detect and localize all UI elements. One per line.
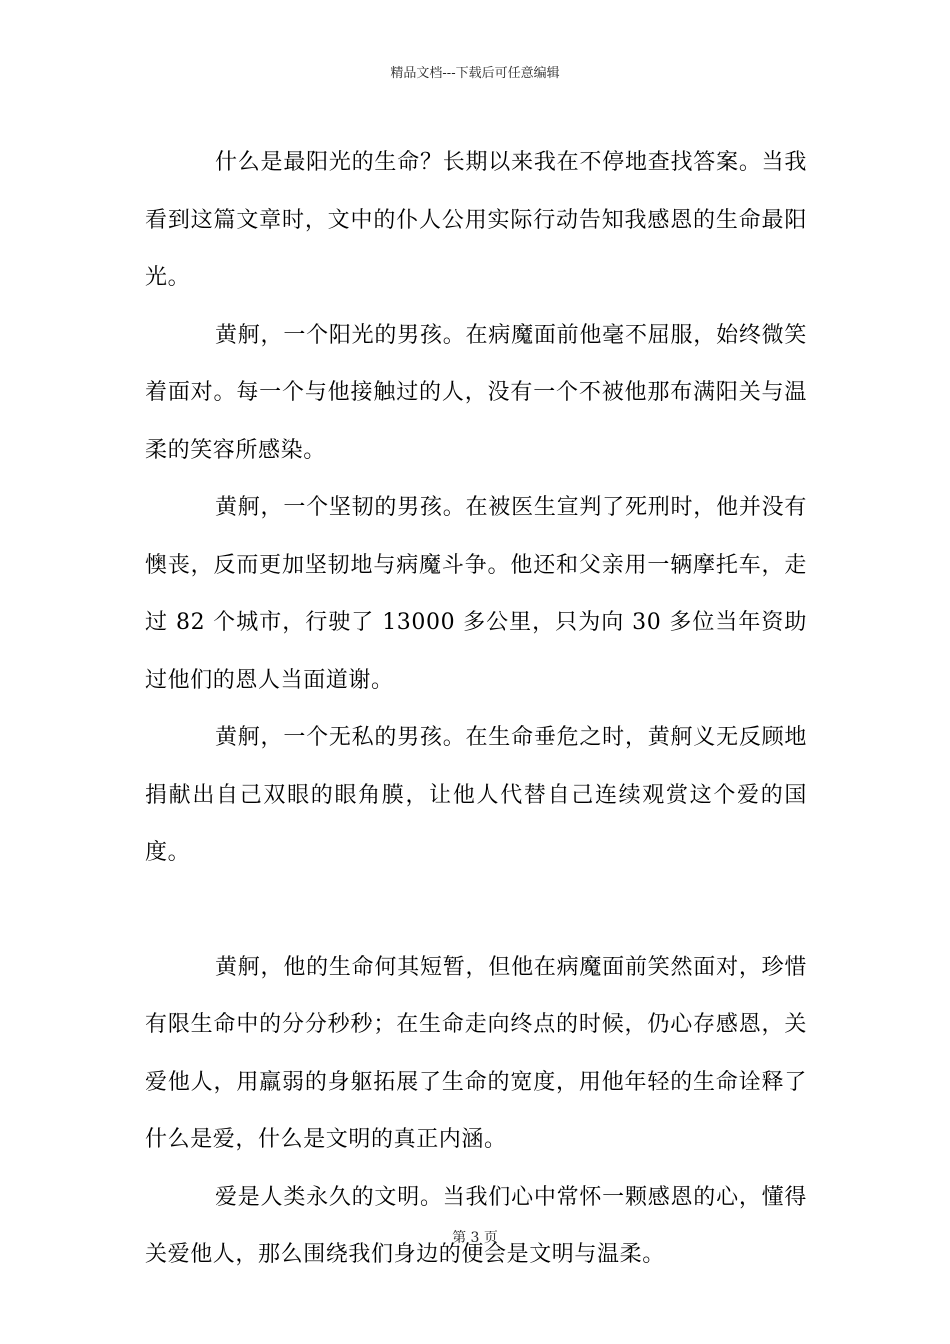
page-header: 精品文档---下载后可任意编辑 — [390, 66, 560, 81]
document-body — [145, 134, 807, 1284]
page-number: 第 3 页 — [452, 1230, 498, 1246]
paragraph: 黄舸，一个阳光的男孩。在病魔面前他毫不屈服，始终微笑着面对。每一个与他接触过的人，没有一个不被他那布满阳关与温柔的笑容所感染。 — [145, 322, 807, 463]
paragraph: 什么是最阳光的生命？长期以来我在不停地查找答案。当我看到这篇文章时，文中的仆人公用实际行动告知我感恩的生命最阳光。 — [145, 150, 807, 290]
paragraph: 黄舸，一个坚韧的男孩。在被医生宣判了死刑时，他并没有懊丧，反而更加坚韧地与病魔斗争。他还和父亲用一辆摩托车，走过 82 个城市，行驶了 13000 多公里，只为向 30 多位当年资助过他们的恩人当面道谢。 — [145, 495, 807, 693]
paragraph: 爱是人类永久的文明。当我们心中常怀一颗感恩的心，懂得关爱他人，那么围绕我们身边的便会是文明与温柔。 — [145, 1184, 807, 1267]
paragraph: 黄舸，他的生命何其短暂，但他在病魔面前笑然面对，珍惜有限生命中的分分秒秒；在生命走向终点的时候，仍心存感恩，关爱他人，用羸弱的身躯拓展了生命的宽度，用他年轻的生命诠释了什么是爱，什么是文明的真正内涵。 — [145, 954, 807, 1152]
paragraph: 黄舸，一个无私的男孩。在生命垂危之时，黄舸义无反顾地捐献出自己双眼的眼角膜，让他人代替自己连续观赏这个爱的国度。 — [145, 725, 807, 865]
